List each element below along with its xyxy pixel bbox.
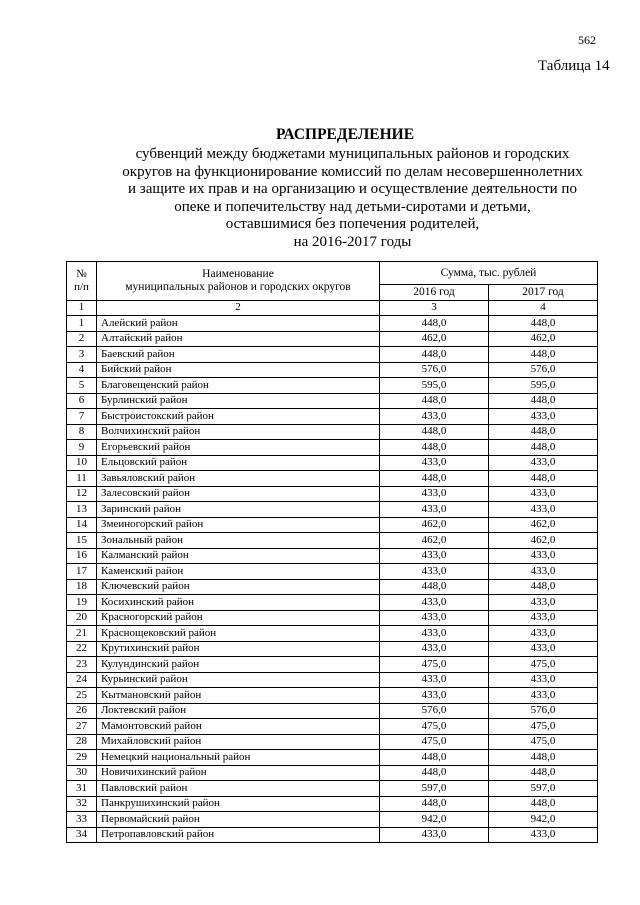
row-number: 7 [67, 409, 97, 425]
value-2016: 448,0 [380, 579, 489, 595]
value-2016: 448,0 [380, 316, 489, 332]
district-name: Красногорский район [97, 610, 380, 626]
table-row [67, 641, 598, 657]
table-row [67, 579, 598, 595]
value-2017: 448,0 [489, 765, 598, 781]
row-number: 14 [67, 517, 97, 533]
column-numbers-row [67, 300, 598, 316]
distribution-table [66, 261, 598, 843]
table-row [67, 812, 598, 828]
table-row [67, 517, 598, 533]
header-name-cell [97, 262, 380, 301]
value-2016: 433,0 [380, 688, 489, 704]
value-2017: 475,0 [489, 657, 598, 673]
table-row [67, 378, 598, 394]
value-2017: 433,0 [489, 502, 598, 518]
district-name: Петропавловский район [97, 827, 380, 843]
header-year-2017: 2017 год [489, 285, 598, 301]
value-2017: 433,0 [489, 595, 598, 611]
value-2017: 475,0 [489, 734, 598, 750]
document-title: РАСПРЕДЕЛЕНИЕ [275, 126, 415, 143]
value-2017: 448,0 [489, 796, 598, 812]
value-2017: 433,0 [489, 610, 598, 626]
value-2017: 433,0 [489, 409, 598, 425]
row-number: 12 [67, 486, 97, 502]
row-number: 33 [67, 812, 97, 828]
value-2017: 448,0 [489, 579, 598, 595]
table-row [67, 440, 598, 456]
subtitle-line: на 2016-2017 годы [293, 233, 412, 250]
district-name: Панкрушихинский район [97, 796, 380, 812]
row-number: 24 [67, 672, 97, 688]
district-name: Курьинский район [97, 672, 380, 688]
value-2016: 475,0 [380, 719, 489, 735]
district-name: Мамонтовский район [97, 719, 380, 735]
district-name: Первомайский район [97, 812, 380, 828]
row-number: 25 [67, 688, 97, 704]
value-2016: 448,0 [380, 796, 489, 812]
row-number: 28 [67, 734, 97, 750]
table-row [67, 362, 598, 378]
header-sum-cell: Сумма, тыс. рублей [380, 262, 598, 285]
row-number: 21 [67, 626, 97, 642]
column-number: 4 [489, 300, 598, 316]
table-row [67, 548, 598, 564]
table-row [67, 564, 598, 580]
document-subtitle [0, 146, 640, 251]
row-number: 3 [67, 347, 97, 363]
value-2016: 595,0 [380, 378, 489, 394]
table-body [67, 316, 598, 843]
table-row [67, 672, 598, 688]
table-row [67, 765, 598, 781]
value-2017: 475,0 [489, 719, 598, 735]
row-number: 16 [67, 548, 97, 564]
header-num-cell [67, 262, 97, 301]
value-2017: 576,0 [489, 362, 598, 378]
row-number: 9 [67, 440, 97, 456]
district-name: Косихинский район [97, 595, 380, 611]
subtitle-line: субвенций между бюджетами муниципальных районов и городских [135, 146, 570, 162]
header-name-line1: Наименование [202, 267, 274, 280]
value-2016: 462,0 [380, 331, 489, 347]
row-number: 20 [67, 610, 97, 626]
value-2017: 576,0 [489, 703, 598, 719]
table-row [67, 750, 598, 766]
district-name: Калманский район [97, 548, 380, 564]
table-row [67, 610, 598, 626]
row-number: 31 [67, 781, 97, 797]
value-2016: 475,0 [380, 657, 489, 673]
district-name: Михайловский район [97, 734, 380, 750]
row-number: 19 [67, 595, 97, 611]
table-row [67, 595, 598, 611]
header-name-line2: муниципальных районов и городских округов [125, 280, 351, 293]
page-number: 562 [578, 33, 596, 47]
value-2016: 433,0 [380, 595, 489, 611]
district-name: Заринский район [97, 502, 380, 518]
header-year-2016: 2016 год [380, 285, 489, 301]
table-row [67, 657, 598, 673]
value-2017: 597,0 [489, 781, 598, 797]
row-number: 29 [67, 750, 97, 766]
table-row [67, 471, 598, 487]
value-2016: 433,0 [380, 827, 489, 843]
value-2016: 448,0 [380, 440, 489, 456]
value-2016: 433,0 [380, 641, 489, 657]
table-row [67, 827, 598, 843]
row-number: 6 [67, 393, 97, 409]
value-2017: 462,0 [489, 533, 598, 549]
value-2017: 433,0 [489, 626, 598, 642]
district-name: Змеиногорский район [97, 517, 380, 533]
value-2017: 433,0 [489, 672, 598, 688]
district-name: Алтайский район [97, 331, 380, 347]
column-number: 1 [67, 300, 97, 316]
row-number: 2 [67, 331, 97, 347]
header-row [67, 262, 598, 285]
value-2016: 448,0 [380, 424, 489, 440]
value-2017: 595,0 [489, 378, 598, 394]
table-row [67, 781, 598, 797]
value-2016: 433,0 [380, 486, 489, 502]
subtitle-line: опеке и попечительству над детьми-сиротами и детьми, [174, 198, 531, 215]
district-name: Новичихинский район [97, 765, 380, 781]
district-name: Благовещенский район [97, 378, 380, 394]
row-number: 15 [67, 533, 97, 549]
table-row [67, 347, 598, 363]
value-2016: 448,0 [380, 471, 489, 487]
row-number: 8 [67, 424, 97, 440]
table-row [67, 703, 598, 719]
row-number: 26 [67, 703, 97, 719]
value-2017: 448,0 [489, 347, 598, 363]
value-2017: 462,0 [489, 517, 598, 533]
table-row [67, 796, 598, 812]
district-name: Быстроистокский район [97, 409, 380, 425]
value-2017: 448,0 [489, 440, 598, 456]
table-header [67, 262, 598, 316]
table-row [67, 316, 598, 332]
value-2017: 448,0 [489, 316, 598, 332]
row-number: 27 [67, 719, 97, 735]
district-name: Алейский район [97, 316, 380, 332]
row-number: 34 [67, 827, 97, 843]
district-name: Залесовский район [97, 486, 380, 502]
table-row [67, 734, 598, 750]
district-name: Локтевский район [97, 703, 380, 719]
value-2016: 433,0 [380, 455, 489, 471]
row-number: 13 [67, 502, 97, 518]
district-name: Краснощековский район [97, 626, 380, 642]
value-2017: 462,0 [489, 331, 598, 347]
table-row [67, 719, 598, 735]
row-number: 1 [67, 316, 97, 332]
table-row [67, 331, 598, 347]
value-2016: 597,0 [380, 781, 489, 797]
table-row [67, 626, 598, 642]
row-number: 32 [67, 796, 97, 812]
value-2017: 433,0 [489, 688, 598, 704]
value-2016: 433,0 [380, 409, 489, 425]
value-2016: 942,0 [380, 812, 489, 828]
value-2017: 448,0 [489, 471, 598, 487]
table-row [67, 424, 598, 440]
district-name: Зональный район [97, 533, 380, 549]
value-2017: 433,0 [489, 827, 598, 843]
row-number: 17 [67, 564, 97, 580]
header-num-line2: п/п [74, 280, 89, 293]
subtitle-line: округов на функционирование комиссий по делам несовершеннолетних [122, 163, 583, 180]
row-number: 5 [67, 378, 97, 394]
value-2017: 942,0 [489, 812, 598, 828]
value-2016: 433,0 [380, 502, 489, 518]
header-num-line1: № [76, 267, 87, 280]
value-2017: 448,0 [489, 424, 598, 440]
value-2017: 433,0 [489, 455, 598, 471]
table-row [67, 486, 598, 502]
value-2017: 433,0 [489, 548, 598, 564]
value-2016: 433,0 [380, 610, 489, 626]
district-name: Ключевский район [97, 579, 380, 595]
value-2016: 448,0 [380, 765, 489, 781]
district-name: Бийский район [97, 362, 380, 378]
district-name: Павловский район [97, 781, 380, 797]
subtitle-line: и защите их прав и на организацию и осуществление деятельности по [128, 181, 577, 197]
table-row [67, 409, 598, 425]
district-name: Волчихинский район [97, 424, 380, 440]
value-2016: 433,0 [380, 548, 489, 564]
district-name: Завьяловский район [97, 471, 380, 487]
row-number: 4 [67, 362, 97, 378]
row-number: 10 [67, 455, 97, 471]
value-2016: 448,0 [380, 393, 489, 409]
district-name: Крутихинский район [97, 641, 380, 657]
value-2016: 576,0 [380, 362, 489, 378]
district-name: Егорьевский район [97, 440, 380, 456]
value-2016: 448,0 [380, 347, 489, 363]
district-name: Немецкий национальный район [97, 750, 380, 766]
district-name: Кытмановский район [97, 688, 380, 704]
value-2016: 433,0 [380, 564, 489, 580]
district-name: Ельцовский район [97, 455, 380, 471]
table-label: Таблица 14 [538, 58, 610, 74]
value-2016: 448,0 [380, 750, 489, 766]
column-number: 2 [97, 300, 380, 316]
subtitle-line: оставшимися без попечения родителей, [225, 216, 480, 232]
district-name: Каменский район [97, 564, 380, 580]
row-number: 23 [67, 657, 97, 673]
value-2017: 433,0 [489, 641, 598, 657]
district-name: Бурлинский район [97, 393, 380, 409]
value-2017: 433,0 [489, 564, 598, 580]
table-row [67, 455, 598, 471]
value-2017: 433,0 [489, 486, 598, 502]
row-number: 30 [67, 765, 97, 781]
district-name: Баевский район [97, 347, 380, 363]
row-number: 22 [67, 641, 97, 657]
table-row [67, 393, 598, 409]
row-number: 11 [67, 471, 97, 487]
value-2017: 448,0 [489, 750, 598, 766]
row-number: 18 [67, 579, 97, 595]
table-row [67, 502, 598, 518]
value-2016: 462,0 [380, 533, 489, 549]
value-2016: 475,0 [380, 734, 489, 750]
value-2016: 576,0 [380, 703, 489, 719]
value-2016: 462,0 [380, 517, 489, 533]
value-2016: 433,0 [380, 626, 489, 642]
column-number: 3 [380, 300, 489, 316]
table-row [67, 688, 598, 704]
value-2016: 433,0 [380, 672, 489, 688]
value-2017: 448,0 [489, 393, 598, 409]
district-name: Кулундинский район [97, 657, 380, 673]
table-row [67, 533, 598, 549]
